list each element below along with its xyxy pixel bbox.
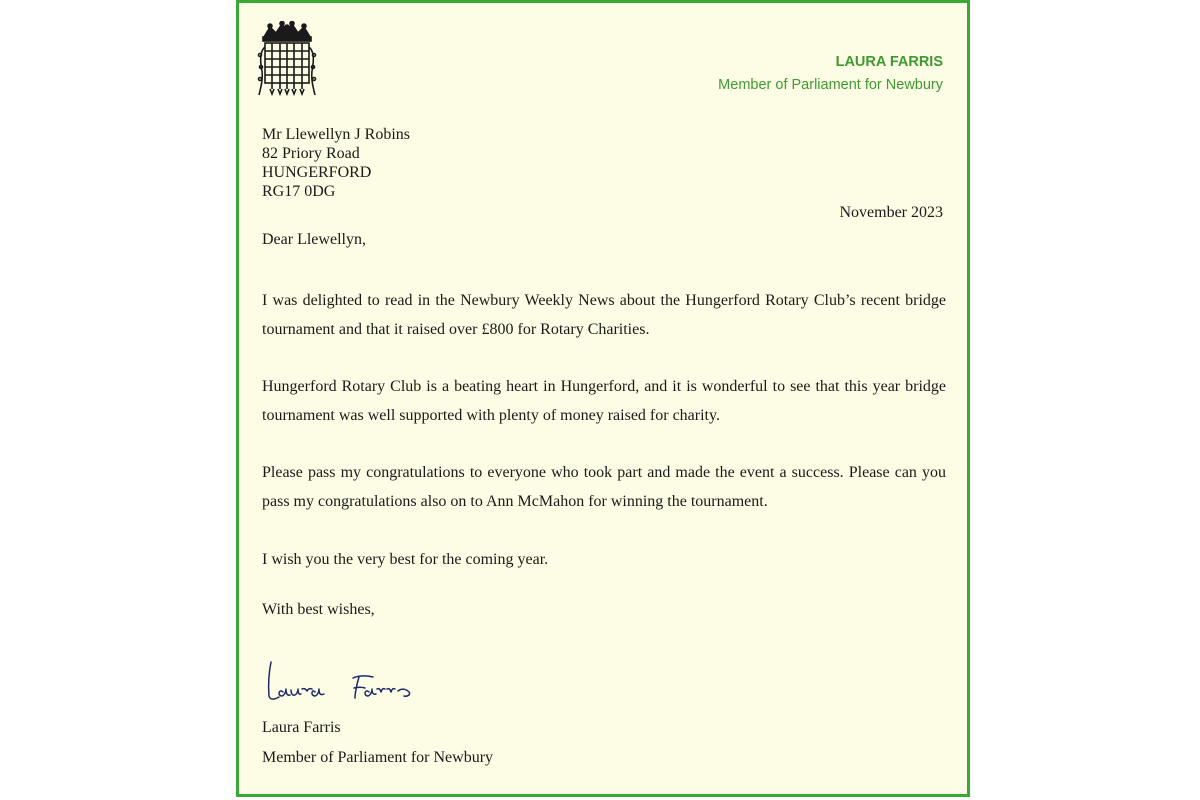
- body-paragraph-2: Hungerford Rotary Club is a beating heart in Hungerford, and it is wonderful to see that this year bridge tournament was well supported with plenty of money raised for charity.: [262, 378, 946, 424]
- recipient-name: Mr Llewellyn J Robins: [262, 126, 410, 143]
- letter-page: [236, 0, 970, 797]
- salutation: Dear Llewellyn,: [262, 231, 366, 248]
- letterhead-mp-title: Member of Parliament for Newbury: [718, 77, 943, 93]
- signatory-name: Laura Farris: [262, 719, 341, 736]
- letterhead-mp-name: LAURA FARRIS: [835, 54, 943, 70]
- recipient-address: [262, 125, 410, 201]
- recipient-postcode: RG17 0DG: [262, 183, 336, 200]
- body-paragraph-3: Please pass my congratulations to everyone who took part and made the event a success. Please can you pass my congratulations also on to Ann McMahon for winning the tournament.: [262, 464, 946, 510]
- handwritten-signature: [265, 658, 425, 708]
- body-paragraph-4: I wish you the very best for the coming year.: [262, 551, 549, 568]
- letter-date: November 2023: [839, 204, 943, 221]
- recipient-town: HUNGERFORD: [262, 164, 372, 181]
- portcullis-crest-icon: [256, 21, 318, 99]
- signatory-title: Member of Parliament for Newbury: [262, 749, 494, 766]
- body-paragraph-1: I was delighted to read in the Newbury Weekly News about the Hungerford Rotary Club’s recent bridge tournament and that it raised over £800 for Rotary Charities.: [262, 292, 946, 338]
- closing: With best wishes,: [262, 601, 375, 618]
- recipient-street: 82 Priory Road: [262, 145, 360, 162]
